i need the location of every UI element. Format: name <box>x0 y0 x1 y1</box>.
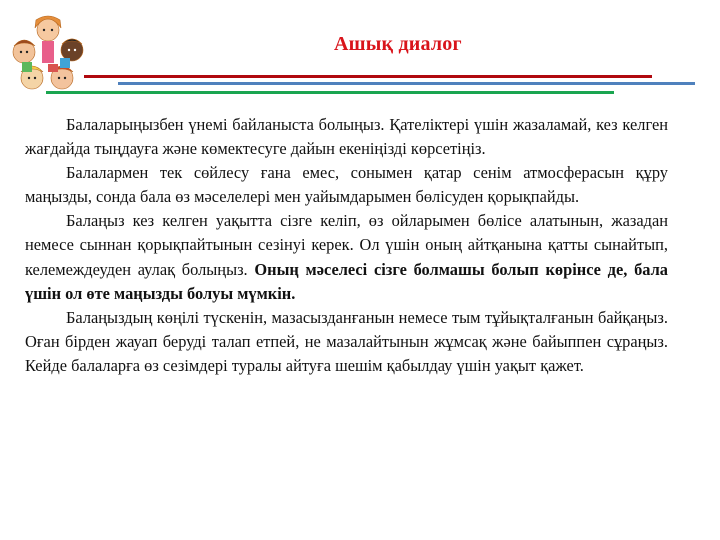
paragraph <box>25 209 668 305</box>
page-title: Ашық диалог <box>334 33 462 55</box>
paragraph-text: Балалармен тек сөйлесу ғана емес, сонымен қатар сенім атмосферасын құру маңызды, сонда бала өз мәселелері мен уайымдарымен бөлісуден қорықпайды. <box>25 163 668 207</box>
paragraph-bold-text: Оның мәселесі сізге болмашы болып көрінсе де, бала үшін ол өте маңызды болуы мүмкін. <box>25 259 668 303</box>
divider-blue <box>118 82 695 85</box>
children-circle-logo-icon <box>2 8 94 98</box>
paragraph <box>25 161 668 209</box>
paragraph-text: Балаларыңызбен үнемі байланыста болыңыз. Қателіктері үшін жазаламай, кез келген жағдайда тыңдауға және көмектесуге дайын екеніңізді көрсетіңіз. <box>25 115 668 159</box>
divider-red <box>84 75 652 78</box>
paragraph-text: Балаңыз кез келген уақытта сізге келіп, өз ойларымен бөлісе алатынын, жазадан немесе сыннан қорықпайтынын сезінуі керек. Ол үшін оның айтқанына қатты сынайтып, келемеждеуден аулақ болыңыз. <box>25 211 668 279</box>
paragraph <box>25 306 668 378</box>
body-text <box>25 113 668 378</box>
paragraph <box>25 113 668 161</box>
paragraph-text: Балаңыздың көңілі түскенін, мазасызданғанын немесе тым тұйықталғанын байқаңыз. Оған бірден жауап беруді талап етпей, не мазалайтынын жұмсақ және байыппен сұраңыз. Кейде балаларға өз сезімдері туралы айтуға шешім қабылдау үшін уақыт қажет. <box>25 307 668 375</box>
divider-green <box>46 91 614 94</box>
